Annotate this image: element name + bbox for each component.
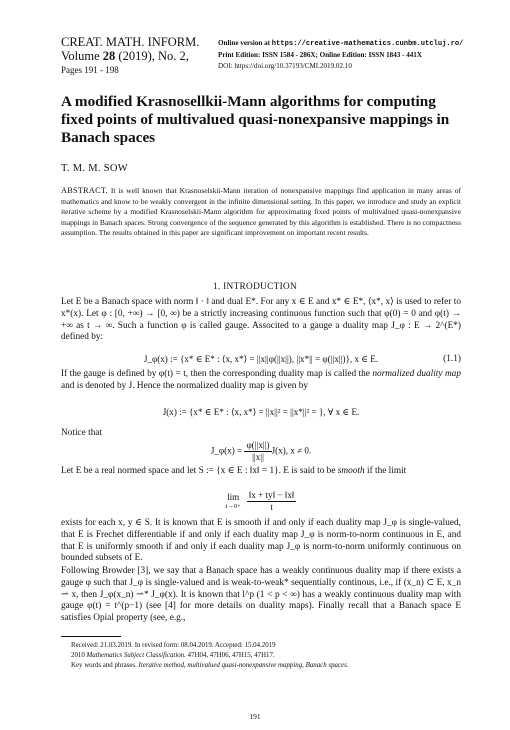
equation-number: (1.1) [443,354,461,364]
paragraph-smooth: Let E be a real normed space and let S := {x ∈ E : ‖x‖ = 1}. E is said to be smooth if the limit [61,466,407,476]
received-dates: Received: 21.03.2019. In revised form: 08.04.2019. Accepted: 15.04.2019 [71,642,276,649]
keywords: Key words and phrases. Iterative method, multivalued quasi-nonexpansive mapping, Banach spaces. [71,662,349,670]
journal-info [61,35,221,77]
footnotes [61,641,461,672]
abstract-text: It is well known that Krasnoselskii-Mann iteration of nonexpansive mappings find application in many areas of mathematics and know to be weakly convergent in the infinite dimensional setting. In this paper, we introduce and study an explicit iterative scheme by a modified Krasnoselskii-Mann algorithm for approximating fixed points of multivalued quasi-nonexpansive mappings in Banach spaces. Strong convergence of the sequence generated by this algorithm is established. There is no compactness assumption. The results obtained in this paper are significant improvement on important recent results. [61,186,461,238]
paragraph-normalized-duality: If the gauge is defined by φ(t) = t, then the corresponding duality map is called the normalized duality map and is denoted by J. Hence the normalized duality map is given by [61,369,461,391]
equation-limit: lim t→0+ $\frac{‖x + ty‖ - ‖x‖}{t}$ [225,490,295,512]
issn-line: Print Edition: ISSN 1584 - 286X; Online Edition: ISSN 1843 - 441X [218,51,422,59]
footnote-rule [61,636,121,637]
section-heading: 1. INTRODUCTION [212,282,298,292]
publication-info [218,38,508,72]
paragraph-frechet: exists for each x, y ∈ S. It is known that E is smooth if and only if each duality map J_φ is single-valued, that E is Frechet differentiable if and only if each duality map J_φ is norm-to-norm continuous in E, and that E is uniformly smooth if and only if each duality map J_φ is norm-to-norm uniformly continuous on bounded subsets of E. [61,518,461,564]
page-number: 191 [249,712,261,721]
paper-title: A modified Krasnosellkii-Mann algorithms for computing fixed points of multivalued quasi-nonexpansive mappings in Banach spaces [61,93,450,146]
msc-classification: 2010 Mathematics Subject Classification. 47H04, 47H06, 47H15, 47H17. [71,652,275,660]
equation-duality-map: J_φ(x) := {x* ∈ E* : ⟨x, x*⟩ = ||x||φ(||x||), ||x*|| = φ(||x||)}, x ∈ E. [143,354,379,364]
online-version: Online version at https://creative-mathematics.cunbm.utcluj.ro/ [218,39,464,48]
journal-pages: Pages 191 - 198 [61,65,119,75]
paragraph-gauge: Let E be a Banach space with norm ‖ · ‖ and dual E*. For any x ∈ E and x* ∈ E*, ⟨x*, x⟩ is used to refer to x*(x). Let φ : [0, +∞) → [0, ∞) be a strictly increasing continuous function such that φ(0) = 0 and φ(t) → +∞ as t → ∞. Such a function φ is called gauge. Associted to a gauge a duality map J_φ : E → 2^(E*) defined by: [61,297,461,343]
equation-relation: J_φ(x) = $\frac{\varphi(||x||)}{||x||}$ J(x), x ≠ 0. [210,440,312,462]
journal-volume: Volume 28 (2019), No. 2, [61,49,189,63]
author-name: T. M. M. SOW [61,163,128,174]
online-url[interactable]: https://creative-mathematics.cunbm.utcluj.ro/ [271,40,464,48]
doi-line[interactable]: DOI: https://doi.org/10.37193/CMI.2019.02.10 [218,62,352,70]
abstract-label: ABSTRACT. [61,186,108,195]
abstract [61,186,461,239]
paragraph-browder: Following Browder [3], we say that a Banach space has a weakly continuous duality map if there exists a gauge φ such that J_φ is single-valued and is weak-to-weak* sequentially continous, i.e., if (x_n) ⊂ E, x_n ⇀ x, then J_φ(x_n) ⇀* J_φ(x). It is known that l^p (1 < p < ∞) has a weakly continuous duality map with gauge φ(t) = t^(p−1) (see [4] for more details on duality maps). Finally recall that a Banach space E satisfies Opial property (see, e.g., [61,566,461,624]
journal-name: CREAT. MATH. INFORM. [61,35,200,49]
equation-normalized-map: J(x) := {x* ∈ E* : ⟨x, x*⟩ = ||x||² = ||x*||² = }, ∀ x ∈ E. [162,407,360,417]
notice-text: Notice that [61,428,103,438]
